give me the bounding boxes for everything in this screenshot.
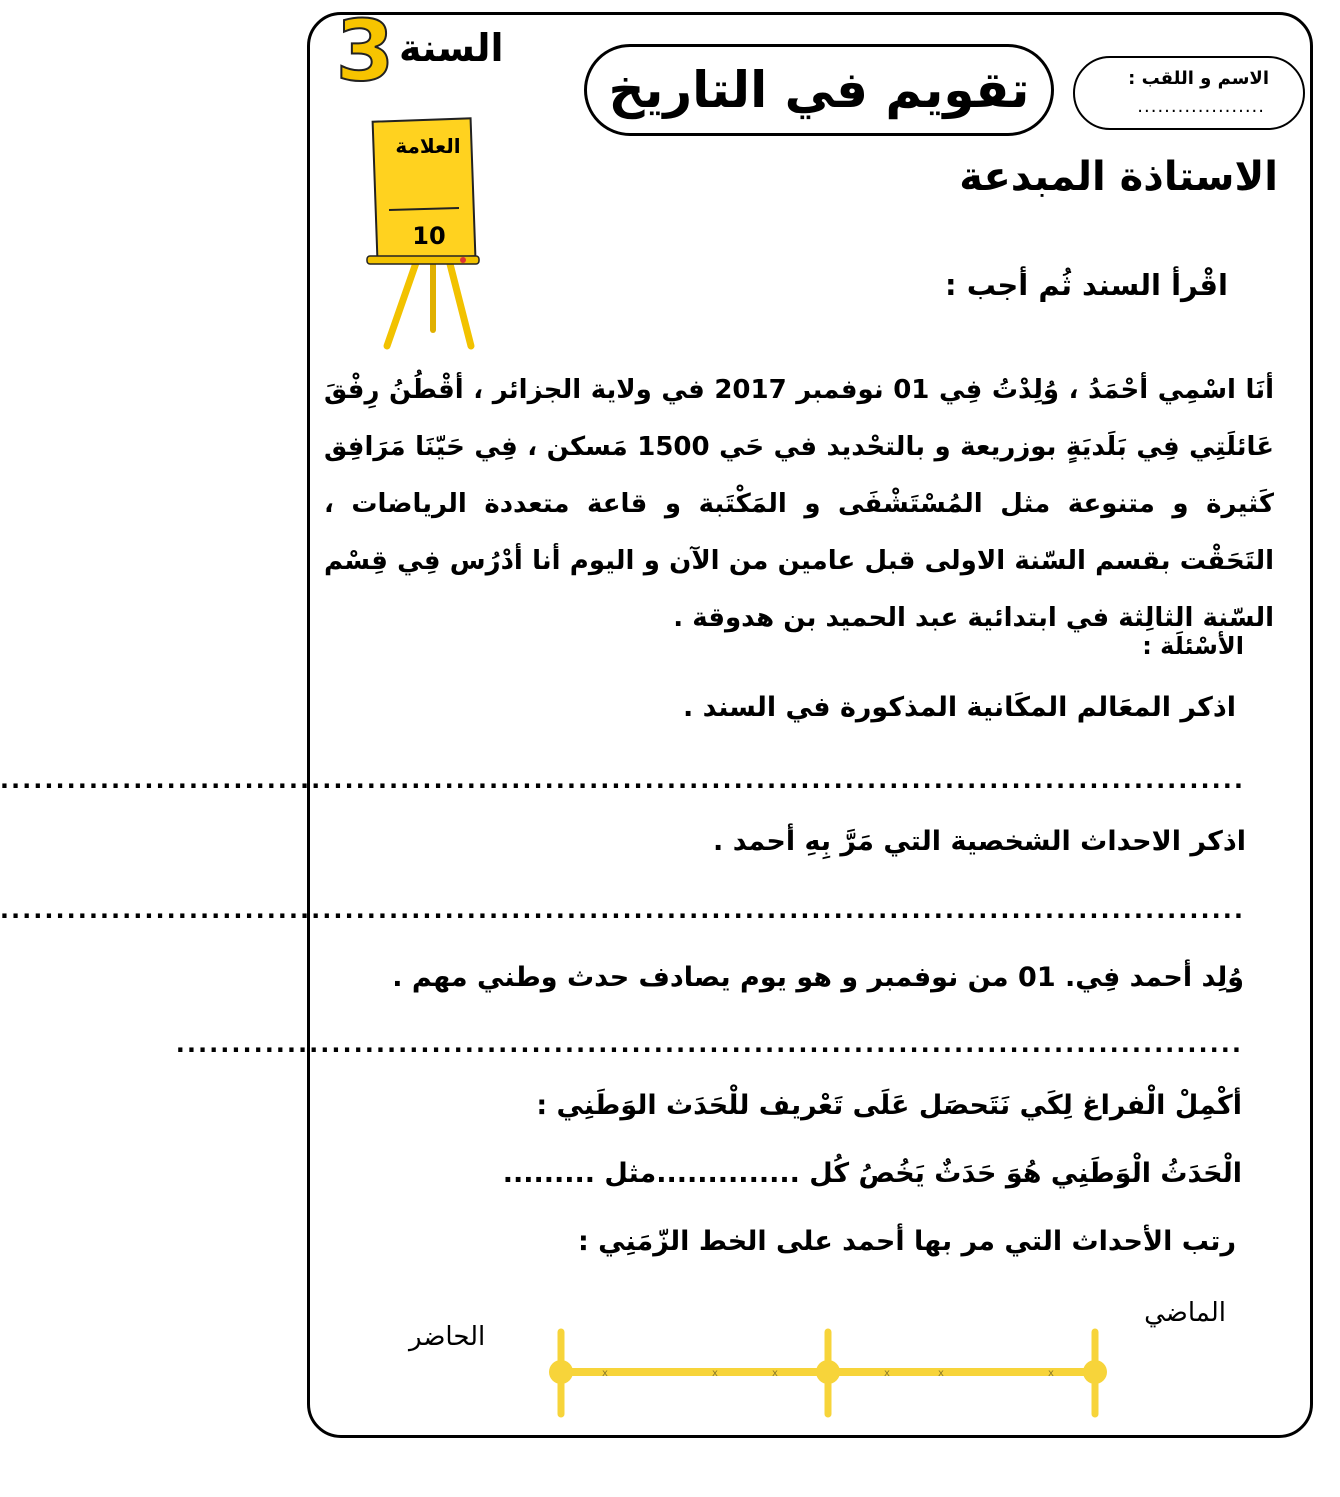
svg-text:x: x (772, 1368, 778, 1379)
svg-text:x: x (712, 1368, 718, 1379)
worksheet-title: تقويم في التاريخ (608, 61, 1030, 119)
teacher-signature: الاستاذة المبدعة (959, 154, 1278, 200)
timeline-mid-point (816, 1360, 840, 1384)
question-5-fill-blank[interactable]: الْحَدَثُ الْوَطَنِي هُوَ حَدَثٌ يَخُصُ كُل ..............مثل ......... (502, 1158, 1242, 1189)
timeline[interactable] (543, 1326, 1119, 1426)
timeline-present-label: الحاضر (409, 1322, 486, 1352)
question-6: رتب الأحداث التي مر بها أحمد على الخط الزّمَنِي : (577, 1226, 1236, 1257)
grade-board-label: العلامة (395, 134, 461, 158)
svg-text:x: x (938, 1368, 944, 1379)
grade-number: 3 (335, 2, 395, 100)
name-field[interactable]: ................... (1137, 96, 1265, 117)
answer-line-3[interactable]: ................................................................................................ (175, 1030, 1243, 1058)
reading-instruction: اقْرأ السند ثُم أجب : (945, 268, 1228, 302)
timeline-right-point (1083, 1360, 1107, 1384)
svg-text:x: x (884, 1368, 890, 1379)
grade-board-score: 10 (412, 222, 446, 250)
grade-label: السنة (399, 26, 504, 70)
question-2: اذكر الاحداث الشخصية التي مَرَّ بِهِ أحمد . (713, 826, 1246, 857)
timeline-past-label: الماضي (1144, 1298, 1226, 1328)
question-1: اذكر المعَالم المكَانية المذكورة في السند . (683, 692, 1236, 723)
question-4: أكْمِلْ الْفراغ لِكَي نَتَحصَل عَلَى تَعْريف للْحَدَث الوَطَنِي : (536, 1090, 1242, 1121)
name-label: الاسم و اللقب : (1128, 68, 1269, 89)
timeline-left-point (549, 1360, 573, 1384)
svg-text:x: x (1048, 1368, 1054, 1379)
title-box (584, 44, 1054, 136)
answer-line-1[interactable]: ................................................................................................................ (0, 766, 1245, 794)
name-box (1073, 56, 1305, 130)
answer-line-2[interactable]: ................................................................................................................ (0, 896, 1245, 924)
questions-heading: الأسْئلَة : (1142, 632, 1244, 660)
reading-passage: أنَا اسْمِي أحْمَدُ ، وُلِدْتُ فِي 01 نوفمبر 2017 في ولاية الجزائر ، أقْطُنُ رِفْقَ عَائلَتِي فِي بَلَديَةٍ بوزريعة و بالتحْديد في حَي 1500 مَسكن ، فِي حَيّنَا مَرَافِق كَثيرة و متنوعة مثل المُسْتَشْفَى و المَكْتَبة و قاعة متعددة الرياضات ، التَحَقْت بقسم السّنة الاولى قبل عامين من الآن و اليوم أنا أدْرُس فِي قِسْم السّنة الثالِثة في ابتدائية عبد الحميد بن هدوقة . (324, 375, 1274, 633)
question-3: وُلِد أحمد فِي. 01 من نوفمبر و هو يوم يصادف حدث وطني مهم . (392, 962, 1244, 993)
svg-text:x: x (602, 1368, 608, 1379)
